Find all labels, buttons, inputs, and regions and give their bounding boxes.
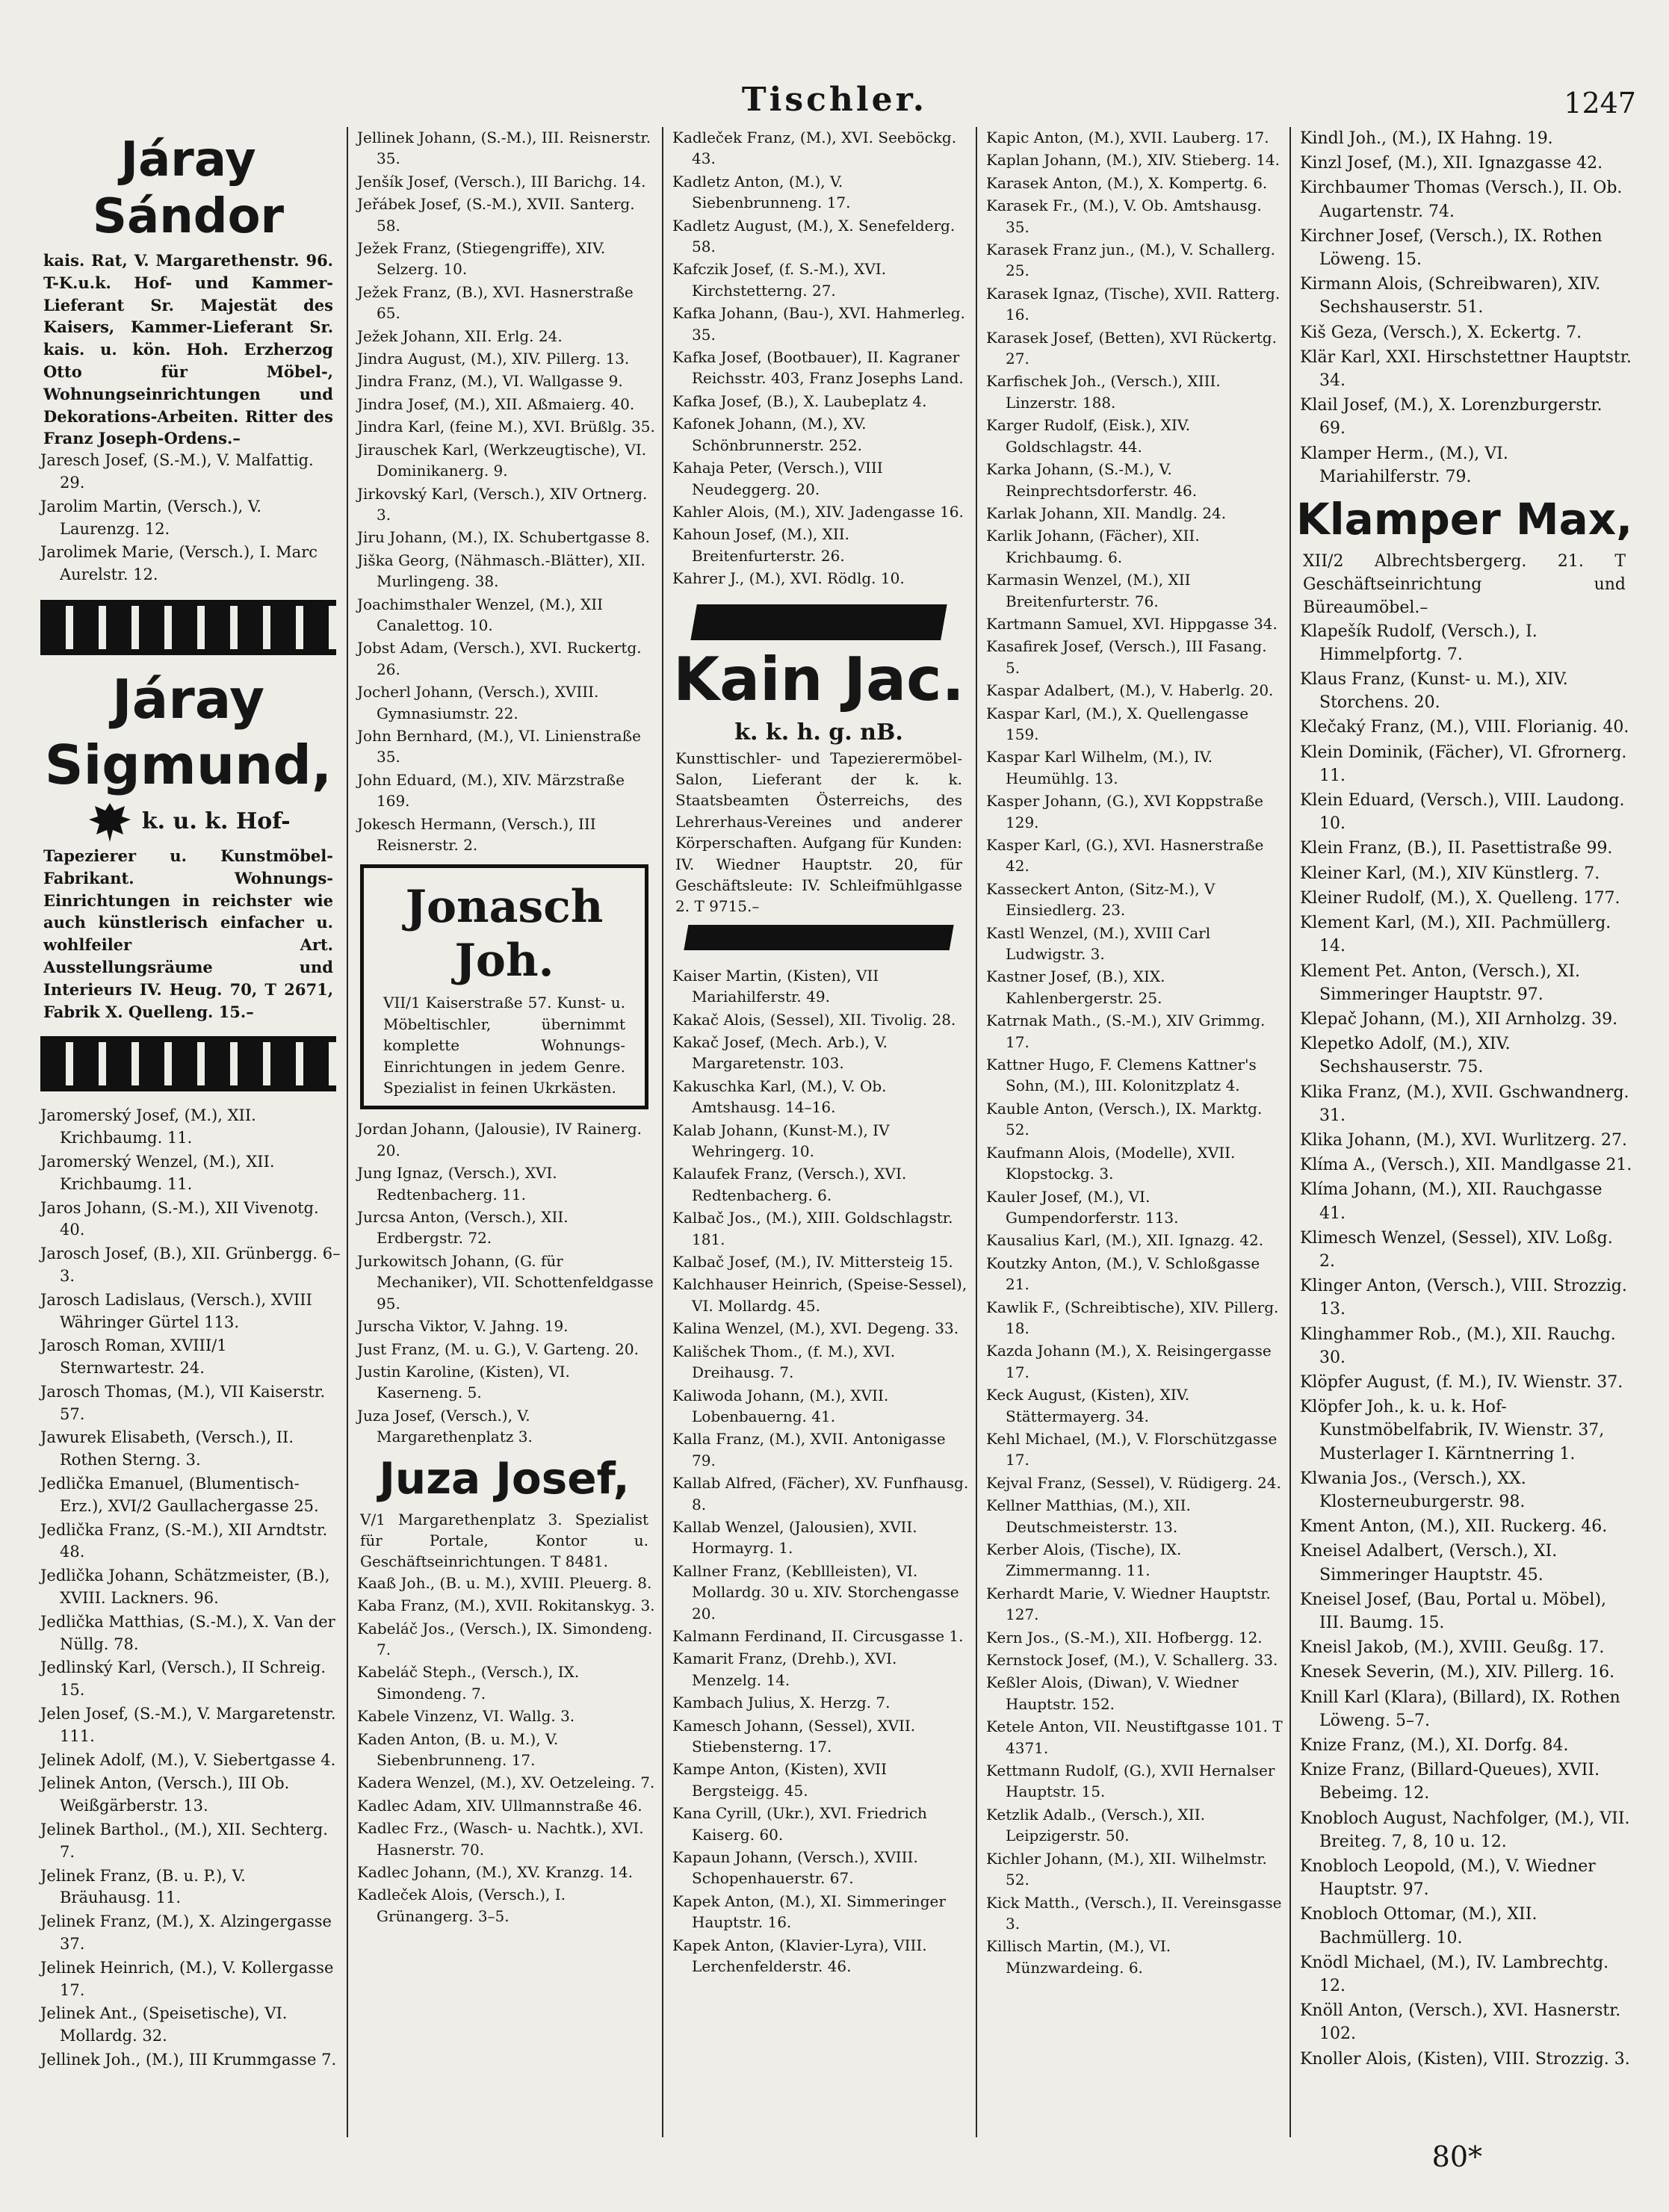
directory-entry: Kapic Anton, (M.), XVII. Lauberg. 17. bbox=[986, 128, 1269, 146]
directory-entry: Koutzky Anton, (M.), V. Schloßgasse 21. bbox=[986, 1254, 1260, 1294]
directory-entry: Klika Franz, (M.), XVII. Gschwandnerg. 31. bbox=[1300, 1082, 1629, 1125]
directory-entry: Jindra Josef, (M.), XII. Aßmaierg. 40. bbox=[357, 394, 635, 413]
directory-entry: Kasseckert Anton, (Sitz-M.), V Einsiedlerg. 23. bbox=[986, 879, 1216, 920]
ad-jaray-sigmund bbox=[36, 669, 341, 1023]
directory-entry: Jurscha Viktor, V. Jahng. 19. bbox=[357, 1317, 569, 1336]
directory-entry: Kaspar Karl Wilhelm, (M.), IV. Heumühlg. 13. bbox=[986, 748, 1213, 787]
directory-entry: Kirchbaumer Thomas (Versch.), II. Ob. Augartenstr. 74. bbox=[1300, 179, 1623, 221]
directory-entry: Klapešík Rudolf, (Versch.), I. Himmelpfortg. 7. bbox=[1300, 622, 1538, 664]
directory-entry: Ketzlik Adalb., (Versch.), XII. Leipzigerstr. 50. bbox=[986, 1805, 1205, 1845]
directory-entry: Kment Anton, (M.), XII. Ruckerg. 46. bbox=[1300, 1517, 1608, 1537]
directory-entry: Jedlička Matthias, (S.-M.), X. Van der Nüllg. 78. bbox=[40, 1612, 335, 1653]
ad-jonasch bbox=[360, 864, 648, 1109]
directory-entry: Jurkowitsch Johann, (G. für Mechaniker), VII. Schottenfeldgasse 95. bbox=[357, 1251, 654, 1313]
directory-entry: Kafka Johann, (Bau-), XVI. Hahmerleg. 35. bbox=[672, 304, 965, 344]
directory-entry: Kalbač Josef, (M.), IV. Mittersteig 15. bbox=[672, 1253, 953, 1271]
column-rule bbox=[1289, 127, 1291, 2137]
directory-column-4 bbox=[982, 127, 1284, 2137]
directory-entry: Jaros Johann, (S.-M.), XII Vivenotg. 40. bbox=[40, 1198, 319, 1239]
entry-list bbox=[36, 450, 341, 586]
entry-list bbox=[36, 1105, 341, 2071]
directory-entry: Kauble Anton, (Versch.), IX. Marktg. 52. bbox=[986, 1099, 1263, 1139]
directory-entry: Katrnak Math., (S.-M.), XIV Grimmg. 17. bbox=[986, 1011, 1266, 1051]
directory-entry: Kalla Franz, (M.), XVII. Antonigasse 79. bbox=[672, 1430, 946, 1469]
directory-entry: Kleiner Rudolf, (M.), X. Quelleng. 177. bbox=[1300, 888, 1620, 908]
directory-entry: John Bernhard, (M.), VI. Linienstraße 35. bbox=[357, 726, 641, 766]
directory-entry: Kališchek Thom., (f. M.), XVI. Dreihausg. 7. bbox=[672, 1342, 896, 1382]
directory-entry: Kehl Michael, (M.), V. Florschützgasse 17. bbox=[986, 1429, 1278, 1469]
directory-entry: Jellinek Joh., (M.), III Krummgasse 7. bbox=[40, 2051, 337, 2069]
directory-entry: Jindra Karl, (feine M.), XVI. Brüßlg. 35. bbox=[357, 418, 655, 436]
ad-jaray-sigmund-name-line1: Járay bbox=[111, 667, 265, 731]
directory-entry: Kern Jos., (S.-M.), XII. Hofbergg. 12. bbox=[986, 1628, 1263, 1646]
directory-entry: Kadlec Frz., (Wasch- u. Nachtk.), XVI. Hasnerstr. 70. bbox=[357, 1819, 644, 1859]
page-number: 1247 bbox=[1564, 87, 1636, 120]
directory-entry: Kattner Hugo, F. Clemens Kattner's Sohn, (M.), III. Kolonitzplatz 4. bbox=[986, 1056, 1257, 1095]
directory-entry: Kalchhauser Heinrich, (Speise-Sessel), VI. Mollardg. 45. bbox=[672, 1275, 967, 1315]
directory-entry: Jelinek Ant., (Speisetische), VI. Mollardg. 32. bbox=[40, 2004, 288, 2045]
directory-entry: Kakač Alois, (Sessel), XII. Tivolig. 28. bbox=[672, 1010, 956, 1029]
directory-entry: Jaromerský Wenzel, (M.), XII. Krichbaumg. 11. bbox=[40, 1152, 275, 1193]
directory-entry: Jedlička Johann, Schätzmeister, (B.), XVIII. Lackners. 96. bbox=[40, 1567, 330, 1608]
directory-entry: Kernstock Josef, (M.), V. Schallerg. 33. bbox=[986, 1651, 1278, 1670]
directory-entry: Jindra August, (M.), XIV. Pillerg. 13. bbox=[357, 350, 630, 368]
directory-entry: Jenšík Josef, (Versch.), III Barichg. 14. bbox=[357, 172, 646, 190]
directory-entry: Jocherl Johann, (Versch.), XVIII. Gymnasiumstr. 22. bbox=[357, 683, 599, 722]
directory-entry: Jaromerský Josef, (M.), XII. Krichbaumg. 11. bbox=[40, 1106, 256, 1147]
directory-entry: Kneisel Josef, (Bau, Portal u. Möbel), III. Baumg. 15. bbox=[1300, 1590, 1607, 1632]
directory-entry: Klöpfer August, (f. M.), IV. Wienstr. 37. bbox=[1300, 1372, 1623, 1392]
directory-entry: Karasek Ignaz, (Tische), XVII. Ratterg. 16. bbox=[986, 284, 1281, 324]
directory-entry: Karfischek Joh., (Versch.), XIII. Linzerstr. 188. bbox=[986, 372, 1221, 412]
ad-jonasch-text: VII/1 Kaiserstraße 57. Kunst- u. Möbeltischler, übernimmt komplette Wohnungs-Einrichtungen in jedem Genre. Spezialist in feinen Ukrkästen. bbox=[383, 994, 625, 1097]
directory-entry: Jarolim Martin, (Versch.), V. Laurenzg. 12. bbox=[40, 497, 262, 538]
directory-entry: Karger Rudolf, (Eisk.), XIV. Goldschlagstr. 44. bbox=[986, 416, 1191, 456]
directory-entry: Kaden Anton, (B. u. M.), V. Siebenbrunneng. 17. bbox=[357, 1729, 559, 1769]
directory-entry: Klail Josef, (M.), X. Lorenzburgerstr. 69. bbox=[1300, 396, 1603, 439]
directory-entry: Jirkovský Karl, (Versch.), XIV Ortnerg. 3. bbox=[357, 484, 648, 524]
directory-entry: Keck August, (Kisten), XIV. Stättermayerg. 34. bbox=[986, 1386, 1190, 1425]
ad-banner-top bbox=[680, 604, 958, 640]
directory-entry: Kapaun Johann, (Versch.), XVIII. Schopenhauerstr. 67. bbox=[672, 1848, 918, 1888]
page-header-title: Tischler. bbox=[741, 81, 928, 119]
directory-entry: Kaaß Joh., (B. u. M.), XVIII. Pleuerg. 8. bbox=[357, 1573, 652, 1592]
directory-entry: Jarosch Roman, XVIII/1 Sternwartestr. 24. bbox=[40, 1336, 227, 1378]
directory-entry: Kleiner Karl, (M.), XIV Künstlerg. 7. bbox=[1300, 864, 1600, 883]
directory-entry: Kahaja Peter, (Versch.), VIII Neudeggerg. 20. bbox=[672, 459, 883, 498]
entry-list bbox=[353, 1118, 656, 1447]
directory-entry: Kawlik F., (Schreibtische), XIV. Pillerg. 18. bbox=[986, 1298, 1279, 1337]
ad-juza-text: V/1 Margarethenplatz 3. Spezialist für Portale, Kontor u. Geschäftseinrichtungen. T 8481. bbox=[360, 1510, 648, 1571]
ad-banner-bottom bbox=[680, 925, 958, 950]
directory-entry: Klamper Herm., (M.), VI. Mariahilferstr. 79. bbox=[1300, 444, 1508, 486]
directory-entry: Karasek Josef, (Betten), XVI Rückertg. 27. bbox=[986, 328, 1277, 368]
directory-entry: Kambach Julius, X. Herzg. 7. bbox=[672, 1694, 891, 1712]
directory-entry: Jiška Georg, (Nähmasch.-Blätter), XII. Murlingeng. 38. bbox=[357, 551, 645, 591]
ad-jaray-sandor-text: kais. Rat, V. Margarethenstr. 96. T-K.u.k. Hof- und Kammer-Lieferant Sr. Majestät des Kaisers, Kammer-Lieferant Sr. kais. u. kön. Hoh. Erzherzog Otto für Möbel-, Wohnungseinrichtungen und Dekorations-Arbeiten. Ritter des Franz Joseph-Ordens.– bbox=[43, 251, 333, 448]
directory-entry: Klein Franz, (B.), II. Pasettistraße 99. bbox=[1300, 839, 1613, 858]
directory-entry: Jurcsa Anton, (Versch.), XII. Erdbergstr. 72. bbox=[357, 1208, 569, 1248]
directory-entry: Kazda Johann (M.), X. Reisingergasse 17. bbox=[986, 1342, 1272, 1381]
directory-entry: Knesek Severin, (M.), XIV. Pillerg. 16. bbox=[1300, 1663, 1615, 1682]
directory-entry: Jaresch Josef, (S.-M.), V. Malfattig. 29. bbox=[40, 451, 314, 492]
page-footer-mark: 80* bbox=[1431, 2140, 1482, 2173]
directory-entry: Klíma A., (Versch.), XII. Mandlgasse 21. bbox=[1300, 1156, 1632, 1175]
directory-entry: Justin Karoline, (Kisten), VI. Kaserneng. 5. bbox=[357, 1362, 570, 1402]
entry-list bbox=[982, 127, 1284, 1978]
directory-entry: Klaus Franz, (Kunst- u. M.), XIV. Storchens. 20. bbox=[1300, 670, 1568, 713]
directory-entry: Kahler Alois, (M.), XIV. Jadengasse 16. bbox=[672, 502, 964, 521]
ad-klamper-text: XII/2 Albrechtsbergerg. 21. T Geschäftseinrichtung und Büreaumöbel.– bbox=[1303, 552, 1626, 618]
directory-entry: Kabeláč Steph., (Versch.), IX. Simondeng. 7. bbox=[357, 1663, 580, 1703]
directory-entry: Klwania Jos., (Versch.), XX. Klosterneuburgerstr. 98. bbox=[1300, 1469, 1526, 1511]
directory-entry: Jarolimek Marie, (Versch.), I. Marc Aurelstr. 12. bbox=[40, 543, 318, 584]
directory-entry: Kerhardt Marie, V. Wiedner Hauptstr. 127. bbox=[986, 1584, 1271, 1624]
directory-entry: Kadleček Alois, (Versch.), I. Grünangerg. 3–5. bbox=[357, 1886, 566, 1925]
directory-entry: Knoller Alois, (Kisten), VIII. Strozzig. 3. bbox=[1300, 2049, 1630, 2069]
directory-entry: Kiš Geza, (Versch.), X. Eckertg. 7. bbox=[1300, 323, 1582, 342]
directory-entry: Karasek Anton, (M.), X. Kompertg. 6. bbox=[986, 173, 1268, 192]
directory-entry: Kindl Joh., (M.), IX Hahng. 19. bbox=[1300, 129, 1553, 148]
directory-entry: Kallner Franz, (Kebllleisten), VI. Mollardg. 30 u. XIV. Storchengasse 20. bbox=[672, 1561, 959, 1623]
directory-entry: Klika Johann, (M.), XVI. Wurlitzerg. 27. bbox=[1300, 1130, 1628, 1150]
directory-entry: Jokesch Hermann, (Versch.), III Reisnerstr. 2. bbox=[357, 814, 596, 854]
directory-entry: Ketele Anton, VII. Neustiftgasse 101. T 4371. bbox=[986, 1717, 1283, 1757]
ad-jaray-sandor-name: Járay Sándor bbox=[92, 132, 285, 244]
directory-entry: Knöll Anton, (Versch.), XVI. Hasnerstr. 102. bbox=[1300, 2001, 1621, 2044]
directory-entry: Kadlec Adam, XIV. Ullmannstraße 46. bbox=[357, 1796, 642, 1815]
directory-entry: Kadera Wenzel, (M.), XV. Oetzeleing. 7. bbox=[357, 1773, 655, 1792]
directory-entry: Jindra Franz, (M.), VI. Wallgasse 9. bbox=[357, 372, 623, 391]
directory-entry: Ježek Franz, (B.), XVI. Hasnerstraße 65. bbox=[357, 282, 634, 323]
directory-entry: Knödl Michael, (M.), IV. Lambrechtg. 12. bbox=[1300, 1953, 1609, 1996]
ad-kain-text: Kunsttischler- und Tapezierermöbel-Salon, Lieferant der k. k. Staatsbeamten Österreichs, des Lehrerhaus-Vereines und anderer Körperschaften. Aufgang für Kunden: IV. Wiedner Hauptstr. 20, für Geschäftsleute: IV. Schleifmühlgasse 2. T 9715.– bbox=[675, 749, 962, 916]
directory-entry: Klein Eduard, (Versch.), VIII. Laudong. 10. bbox=[1300, 791, 1625, 834]
directory-entry: Kaiser Martin, (Kisten), VII Mariahilferstr. 49. bbox=[672, 966, 879, 1006]
directory-entry: Kaba Franz, (M.), XVII. Rokitanskyg. 3. bbox=[357, 1596, 655, 1615]
directory-entry: Kadletz Anton, (M.), V. Siebenbrunneng. 17. bbox=[672, 172, 851, 212]
directory-entry: Karasek Fr., (M.), V. Ob. Amtshausg. 35. bbox=[986, 196, 1262, 236]
directory-entry: Klement Karl, (M.), XII. Pachmüllerg. 14. bbox=[1300, 914, 1611, 956]
directory-entry: Kadlec Johann, (M.), XV. Kranzg. 14. bbox=[357, 1863, 634, 1882]
directory-entry: Klement Pet. Anton, (Versch.), XI. Simmeringer Hauptstr. 97. bbox=[1300, 961, 1581, 1004]
directory-entry: Klimesch Wenzel, (Sessel), XIV. Loßg. 2. bbox=[1300, 1228, 1613, 1271]
directory-entry: Jarosch Josef, (B.), XII. Grünbergg. 6–3. bbox=[40, 1245, 341, 1285]
directory-entry: Kaplan Johann, (M.), XIV. Stieberg. 14. bbox=[986, 151, 1281, 170]
ad-jaray-sandor bbox=[36, 131, 341, 450]
column-rule bbox=[347, 127, 348, 2137]
ornament-divider bbox=[40, 1036, 336, 1091]
directory-entry: Kamesch Johann, (Sessel), XVII. Stiebensterng. 17. bbox=[672, 1716, 916, 1756]
directory-entry: Ježek Johann, XII. Erlg. 24. bbox=[357, 326, 563, 345]
directory-entry: Jiru Johann, (M.), IX. Schubertgasse 8. bbox=[357, 528, 650, 547]
directory-entry: Klinghammer Rob., (M.), XII. Rauchg. 30. bbox=[1300, 1325, 1616, 1367]
directory-column-3 bbox=[668, 127, 970, 2137]
directory-entry: Klär Karl, XXI. Hirschstettner Hauptstr. 34. bbox=[1300, 347, 1632, 391]
directory-entry: Karka Johann, (S.-M.), V. Reinprechtsdorferstr. 46. bbox=[986, 460, 1198, 500]
directory-entry: Jarosch Ladislaus, (Versch.), XVIII Währinger Gürtel 113. bbox=[40, 1290, 312, 1331]
directory-entry: Kejval Franz, (Sessel), V. Rüdigerg. 24. bbox=[986, 1473, 1281, 1492]
entry-list bbox=[353, 1573, 656, 1927]
directory-entry: Jelinek Franz, (M.), X. Alzingergasse 37. bbox=[40, 1912, 332, 1954]
entry-list bbox=[353, 127, 656, 855]
directory-entry: Karlik Johann, (Fächer), XII. Krichbaumg. 6. bbox=[986, 527, 1200, 566]
entry-list bbox=[1295, 127, 1633, 489]
directory-entry: Juza Josef, (Versch.), V. Margarethenplatz 3. bbox=[357, 1406, 533, 1446]
ad-jonasch-name: Jonasch Joh. bbox=[405, 881, 604, 988]
directory-entry: Kick Matth., (Versch.), II. Vereinsgasse 3. bbox=[986, 1893, 1282, 1933]
directory-entry: Kartmann Samuel, XVI. Hippgasse 34. bbox=[986, 614, 1278, 633]
directory-entry: Jelinek Franz, (B. u. P.), V. Bräuhausg. 11. bbox=[40, 1866, 246, 1907]
directory-entry: Kahrer J., (M.), XVI. Rödlg. 10. bbox=[672, 569, 905, 588]
directory-entry: Kausalius Karl, (M.), XII. Ignazg. 42. bbox=[986, 1231, 1264, 1250]
directory-entry: Kettmann Rudolf, (G.), XVII Hernalser Hauptstr. 15. bbox=[986, 1762, 1275, 1801]
ad-juza bbox=[353, 1452, 656, 1573]
ad-jaray-sigmund-text: Tapezierer u. Kunstmöbel-Fabrikant. Wohnungs-Einrichtungen in reichster wie auch künstlerisch einfacher u. wohlfeiler Art. Ausstellungsräume und Interieurs IV. Heug. 70, T 2671, Fabrik X. Quelleng. 15.– bbox=[43, 846, 333, 1021]
directory-entry: Kasper Karl, (G.), XVI. Hasnerstraße 42. bbox=[986, 836, 1264, 876]
directory-entry: Kakuschka Karl, (M.), V. Ob. Amtshausg. 14–16. bbox=[672, 1076, 887, 1117]
directory-entry: Kaliwoda Johann, (M.), XVII. Lobenbauerng. 41. bbox=[672, 1386, 889, 1425]
ad-juza-name: Juza Josef, bbox=[379, 1452, 630, 1504]
directory-column-5 bbox=[1295, 127, 1633, 2137]
directory-entry: Kapek Anton, (M.), XI. Simmeringer Hauptstr. 16. bbox=[672, 1892, 946, 1932]
directory-entry: Jeřábek Josef, (S.-M.), XVII. Santerg. 58. bbox=[357, 195, 635, 235]
directory-entry: Kichler Johann, (M.), XII. Wilhelmstr. 52. bbox=[986, 1849, 1267, 1889]
directory-entry: Jobst Adam, (Versch.), XVI. Ruckertg. 26. bbox=[357, 639, 642, 678]
ad-klamper bbox=[1295, 493, 1633, 620]
directory-entry: Ježek Franz, (Stiegengriffe), XIV. Selzerg. 10. bbox=[357, 239, 606, 279]
directory-column-1 bbox=[36, 127, 341, 2137]
directory-entry: Klíma Johann, (M.), XII. Rauchgasse 41. bbox=[1300, 1180, 1603, 1223]
directory-entry: Kalab Johann, (Kunst-M.), IV Wehringerg. 10. bbox=[672, 1121, 890, 1161]
directory-entry: Klöpfer Joh., k. u. k. Hof-Kunstmöbelfabrik, IV. Wienstr. 37, Musterlager I. Kärntnerring 1. bbox=[1300, 1398, 1605, 1463]
directory-entry: Jelinek Adolf, (M.), V. Siebertgasse 4. bbox=[40, 1750, 336, 1769]
directory-entry: Klečaký Franz, (M.), VIII. Florianig. 40. bbox=[1300, 718, 1629, 737]
directory-entry: Kneisel Adalbert, (Versch.), XI. Simmeringer Hauptstr. 45. bbox=[1300, 1542, 1558, 1584]
directory-entry: Kakač Josef, (Mech. Arb.), V. Margaretenstr. 103. bbox=[672, 1033, 888, 1073]
directory-entry: Jellinek Johann, (S.-M.), III. Reisnerstr. 35. bbox=[357, 128, 651, 168]
column-rule bbox=[976, 127, 977, 2137]
directory-entry: Keßler Alois, (Diwan), V. Wiedner Hauptstr. 152. bbox=[986, 1673, 1239, 1713]
entry-list bbox=[1295, 620, 1633, 2071]
directory-entry: Knize Franz, (M.), XI. Dorfg. 84. bbox=[1300, 1736, 1569, 1755]
directory-entry: Jelen Josef, (S.-M.), V. Margaretenstr. 111. bbox=[40, 1705, 336, 1745]
column-rule bbox=[662, 127, 663, 2137]
directory-entry: Klein Dominik, (Fächer), VI. Gfrornerg. 11. bbox=[1300, 743, 1627, 785]
directory-entry: Kafonek Johann, (M.), XV. Schönbrunnerstr. 252. bbox=[672, 415, 867, 454]
directory-entry: Kastl Wenzel, (M.), XVIII Carl Ludwigstr. 3. bbox=[986, 923, 1211, 964]
directory-entry: Kasper Johann, (G.), XVI Koppstraße 129. bbox=[986, 792, 1263, 831]
directory-entry: Kirchner Josef, (Versch.), IX. Rothen Löweng. 15. bbox=[1300, 226, 1603, 270]
directory-entry: Kaufmann Alois, (Modelle), XVII. Klopstockg. 3. bbox=[986, 1143, 1236, 1183]
directory-entry: Kauler Josef, (M.), VI. Gumpendorferstr. 113. bbox=[986, 1187, 1179, 1227]
directory-entry: Jedlička Emanuel, (Blumentisch-Erz.), XVI/2 Gaullachergasse 25. bbox=[40, 1475, 319, 1515]
directory-entry: Karasek Franz jun., (M.), V. Schallerg. 25. bbox=[986, 241, 1275, 280]
directory-entry: Kabeláč Jos., (Versch.), IX. Simondeng. 7. bbox=[357, 1619, 653, 1658]
directory-entry: Knize Franz, (Billard-Queues), XVII. Bebeimg. 12. bbox=[1300, 1761, 1600, 1803]
directory-entry: Kaspar Karl, (M.), X. Quellengasse 159. bbox=[986, 704, 1249, 743]
directory-entry: Kallab Alfred, (Fächer), XV. Funfhausg. 8. bbox=[672, 1474, 969, 1514]
directory-entry: Killisch Martin, (M.), VI. Münzwardeing. 6. bbox=[986, 1937, 1171, 1977]
directory-entry: Knobloch Leopold, (M.), V. Wiedner Hauptstr. 97. bbox=[1300, 1857, 1596, 1900]
directory-entry: Karmasin Wenzel, (M.), XII Breitenfurterstr. 76. bbox=[986, 571, 1191, 610]
ad-klamper-name: Klamper Max, bbox=[1295, 494, 1633, 545]
directory-entry: Kapek Anton, (Klavier-Lyra), VIII. Lerchenfelderstr. 46. bbox=[672, 1936, 927, 1976]
directory-entry: Knobloch Ottomar, (M.), XII. Bachmüllerg. 10. bbox=[1300, 1905, 1538, 1948]
directory-entry: Kafczik Josef, (f. S.-M.), XVI. Kirchstetterng. 27. bbox=[672, 260, 887, 300]
ad-kain bbox=[668, 604, 970, 950]
directory-entry: Kafka Josef, (B.), X. Laubeplatz 4. bbox=[672, 391, 927, 410]
directory-entry: Kalbač Jos., (M.), XIII. Goldschlagstr. 181. bbox=[672, 1209, 953, 1248]
directory-entry: Kadleček Franz, (M.), XVI. Seeböckg. 43. bbox=[672, 128, 957, 168]
entry-list bbox=[668, 965, 970, 1977]
directory-entry: Kana Cyrill, (Ukr.), XVI. Friedrich Kaiserg. 60. bbox=[672, 1804, 927, 1844]
directory-entry: Kerber Alois, (Tische), IX. Zimmermanng. 11. bbox=[986, 1540, 1182, 1580]
directory-entry: Jordan Johann, (Jalousie), IV Rainerg. 20. bbox=[357, 1120, 642, 1159]
directory-entry: Just Franz, (M. u. G.), V. Garteng. 20. bbox=[357, 1339, 639, 1358]
ad-jaray-sigmund-title: k. u. k. Hof- bbox=[141, 808, 291, 834]
directory-entry: Kellner Matthias, (M.), XII. Deutschmeisterstr. 13. bbox=[986, 1496, 1191, 1536]
directory-entry: Karlak Johann, XII. Mandlg. 24. bbox=[986, 504, 1227, 522]
ad-kain-title: k. k. h. g. nB. bbox=[734, 719, 903, 746]
double-eagle-crest-icon bbox=[86, 800, 134, 845]
directory-entry: Joachimsthaler Wenzel, (M.), XII Canalettog. 10. bbox=[357, 595, 604, 634]
directory-entry: Knill Karl (Klara), (Billard), IX. Rothen Löweng. 5–7. bbox=[1300, 1688, 1620, 1730]
directory-entry: Knobloch August, Nachfolger, (M.), VII. Breiteg. 7, 8, 10 u. 12. bbox=[1300, 1809, 1630, 1851]
directory-entry: Jung Ignaz, (Versch.), XVI. Redtenbacherg. 11. bbox=[357, 1164, 557, 1203]
directory-entry: Kadletz August, (M.), X. Senefelderg. 58. bbox=[672, 216, 956, 256]
directory-column-2 bbox=[353, 127, 656, 2137]
directory-entry: Jawurek Elisabeth, (Versch.), II. Rothen Sterng. 3. bbox=[40, 1428, 294, 1469]
directory-entry: Kalmann Ferdinand, II. Circusgasse 1. bbox=[672, 1626, 964, 1645]
directory-entry: Jelinek Heinrich, (M.), V. Kollergasse 17. bbox=[40, 1958, 334, 1999]
directory-entry: Jedlinský Karl, (Versch.), II Schreig. 15. bbox=[40, 1658, 326, 1700]
directory-entry: Kamarit Franz, (Drehb.), XVI. Menzelg. 14. bbox=[672, 1649, 897, 1689]
directory-entry: Kahoun Josef, (M.), XII. Breitenfurterstr. 26. bbox=[672, 525, 850, 565]
ad-jaray-sigmund-name-line2: Sigmund, bbox=[44, 733, 332, 796]
directory-entry: Kalaufek Franz, (Versch.), XVI. Redtenbacherg. 6. bbox=[672, 1165, 907, 1204]
directory-entry: Klepač Johann, (M.), XII Arnholzg. 39. bbox=[1300, 1009, 1618, 1029]
directory-entry: Kalina Wenzel, (M.), XVI. Degeng. 33. bbox=[672, 1319, 959, 1338]
entry-list bbox=[668, 127, 970, 589]
directory-entry: Kneisl Jakob, (M.), XVIII. Geußg. 17. bbox=[1300, 1638, 1605, 1658]
directory-entry: Kallab Wenzel, (Jalousien), XVII. Hormayrg. 1. bbox=[672, 1517, 917, 1558]
directory-entry: Jelinek Anton, (Versch.), III Ob. Weißgärberstr. 13. bbox=[40, 1774, 290, 1815]
directory-entry: Kastner Josef, (B.), XIX. Kahlenbergerstr. 25. bbox=[986, 967, 1165, 1007]
ornament-divider bbox=[40, 600, 336, 655]
ad-jaray-sigmund-title-row bbox=[36, 800, 341, 845]
directory-entry: Kirmann Alois, (Schreibwaren), XIV. Sechshauserstr. 51. bbox=[1300, 275, 1601, 317]
ad-kain-name: Kain Jac. bbox=[673, 644, 964, 714]
directory-entry: Kasafirek Josef, (Versch.), III Fasang. 5. bbox=[986, 637, 1267, 677]
directory-entry: Kaspar Adalbert, (M.), V. Haberlg. 20. bbox=[986, 681, 1274, 700]
directory-entry: Kabele Vinzenz, VI. Wallg. 3. bbox=[357, 1707, 575, 1726]
directory-entry: Kampe Anton, (Kisten), XVII Bergsteigg. 45. bbox=[672, 1760, 887, 1800]
directory-entry: Kinzl Josef, (M.), XII. Ignazgasse 42. bbox=[1300, 154, 1603, 173]
directory-entry: Klepetko Adolf, (M.), XIV. Sechshauserstr. 75. bbox=[1300, 1035, 1511, 1077]
directory-entry: John Eduard, (M.), XIV. Märzstraße 169. bbox=[357, 770, 625, 811]
directory-entry: Jarosch Thomas, (M.), VII Kaiserstr. 57. bbox=[40, 1382, 326, 1423]
directory-entry: Klinger Anton, (Versch.), VIII. Strozzig. 13. bbox=[1300, 1277, 1627, 1319]
directory-entry: Jelinek Barthol., (M.), XII. Sechterg. 7. bbox=[40, 1821, 328, 1861]
directory-entry: Jedlička Franz, (S.-M.), XII Arndtstr. 48. bbox=[40, 1520, 328, 1561]
directory-entry: Kafka Josef, (Bootbauer), II. Kagraner Reichsstr. 403, Franz Josephs Land. bbox=[672, 348, 964, 388]
directory-entry: Jirauschek Karl, (Werkzeugtische), VI. Dominikanerg. 9. bbox=[357, 440, 647, 480]
